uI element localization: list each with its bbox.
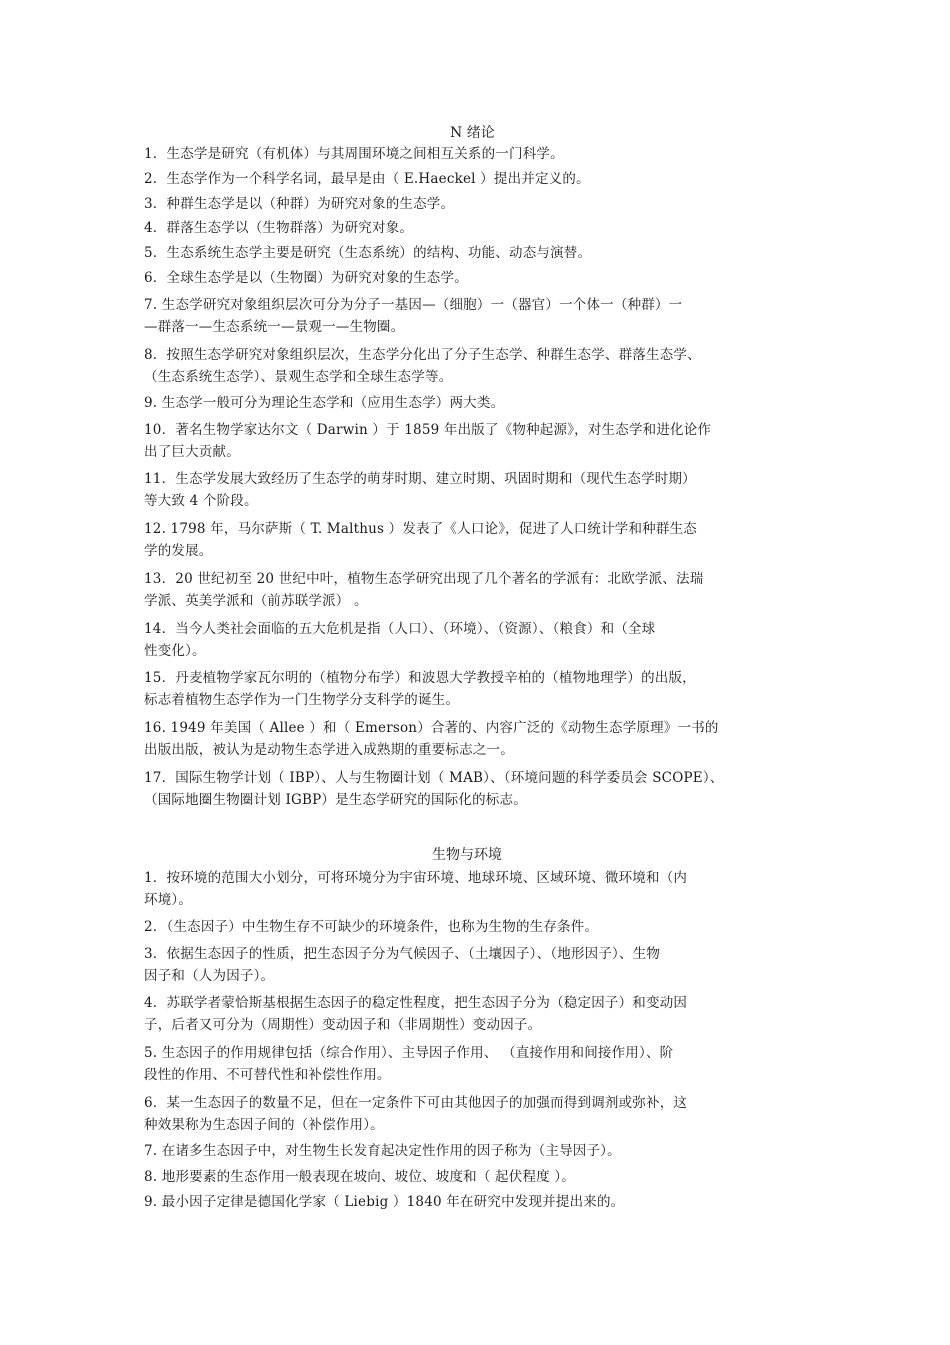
- text-line: 环境）。: [144, 892, 193, 908]
- text-line: 10．著名生物学家达尔文（ Darwin ）于 1859 年出版了《物种起源》，对生态学和进化论作: [144, 422, 712, 438]
- text-line: 13．20 世纪初至 20 世纪中叶，植物生态学研究出现了几个著名的学派有：北欧学派、法瑞: [144, 571, 704, 587]
- text-line: 等大致 4 个阶段。: [144, 493, 258, 509]
- text-line: （国际地圈生物圈计划 IGBP）是生态学研究的国际化的标志。: [144, 792, 527, 808]
- text-line: 2．生态学作为一个科学名词，最早是由（ E.Haeckel ）提出并定义的。: [144, 171, 590, 187]
- text-line: 8．按照生态学研究对象组织层次，生态学分化出了分子生态学、种群生态学、群落生态学、: [144, 347, 701, 363]
- text-line: 子，后者又可分为（周期性）变动因子和（非周期性）变动因子。: [144, 1017, 542, 1033]
- text-line: 1．生态学是研究（有机体）与其周围环境之间相互关系的一门科学。: [144, 146, 564, 162]
- text-line: 15．丹麦植物学家瓦尔明的（植物分布学）和波恩大学教授辛柏的（植物地理学）的出版，: [144, 670, 696, 686]
- text-line: 6．某一生态因子的数量不足，但在一定条件下可由其他因子的加强而得到调剂或弥补，这: [144, 1095, 688, 1111]
- text-line: 17．国际生物学计划（ IBP）、人与生物圈计划（ MAB）、（环境问题的科学委员会 SCOPE）、: [144, 770, 724, 786]
- text-line: 6．全球生态学是以（生物圈）为研究对象的生态学。: [144, 270, 468, 286]
- text-line: 4．群落生态学以（生物群落）为研究对象。: [144, 220, 414, 236]
- text-line: （生态系统生态学）、景观生态学和全球生态学等。: [144, 369, 453, 385]
- text-line: 因子和（人为因子）。: [144, 968, 275, 984]
- text-line: 16. 1949 年美国（ Allee ）和（ Emerson）合著的、内容广泛的《动物生态学原理》一书的: [144, 720, 719, 736]
- text-line: 5．生态系统生态学主要是研究（生态系统）的结构、功能、动态与演替。: [144, 245, 592, 261]
- section-title-intro: N 绪论: [450, 125, 495, 141]
- text-line: 1．按环境的范围大小划分，可将环境分为宇宙环境、地球环境、区域环境、微环境和（内: [144, 870, 688, 886]
- text-line: 3．依据生态因子的性质，把生态因子分为气候因子、（土壤因子）、（地形因子）、生物: [144, 946, 661, 962]
- text-line: 11．生态学发展大致经历了生态学的萌芽时期、建立时期、巩固时期和（现代生态学时期）: [144, 471, 696, 487]
- text-line: 9. 最小因子定律是德国化学家（ Liebig ）1840 年在研究中发现并提出来的。: [144, 1194, 625, 1210]
- text-line: 出了巨大贡献。: [144, 444, 240, 460]
- text-line: 5. 生态因子的作用规律包括（综合作用）、主导因子作用、 （直接作用和间接作用）、阶: [144, 1045, 674, 1061]
- text-line: 学派、英美学派和（前苏联学派） 。: [144, 593, 368, 609]
- text-line: 3．种群生态学是以（种群）为研究对象的生态学。: [144, 196, 455, 212]
- section-title-environment: 生物与环境: [432, 847, 502, 863]
- text-line: 4．苏联学者蒙恰斯基根据生态因子的稳定性程度，把生态因子分为（稳定因子）和变动因: [144, 995, 688, 1011]
- text-line: 种效果称为生态因子间的（补偿作用）。: [144, 1117, 384, 1133]
- text-line: 8. 地形要素的生态作用一般表现在坡向、坡位、坡度和（ 起伏程度 ）。: [144, 1169, 576, 1185]
- text-line: 7. 生态学研究对象组织层次可分为分子一基因—（细胞）一（器官）一个体一（种群）一: [144, 297, 683, 313]
- text-line: 12. 1798 年，马尔萨斯（ T. Malthus ）发表了《人口论》，促进了人口统计学和种群生态: [144, 521, 697, 537]
- text-line: —群落一—生态系统一—景观一—生物圈。: [144, 319, 405, 335]
- text-line: 出版出版，被认为是动物生态学进入成熟期的重要标志之一。: [144, 742, 514, 758]
- text-line: 14．当今人类社会面临的五大危机是指（人口）、（环境）、（资源）、（粮食）和（全球: [144, 621, 656, 637]
- text-line: 标志着植物生态学作为一门生物学分支科学的诞生。: [144, 692, 460, 708]
- text-line: 7. 在诸多生态因子中，对生物生长发育起决定性作用的因子称为（主导因子）。: [144, 1143, 621, 1159]
- text-line: 性变化）。: [144, 643, 206, 659]
- text-line: 学的发展。: [144, 543, 213, 559]
- text-line: 段性的作用、不可替代性和补偿性作用。: [144, 1067, 391, 1083]
- text-line: 9. 生态学一般可分为理论生态学和（应用生态学）两大类。: [144, 395, 505, 411]
- text-line: 2．（生态因子）中生物生存不可缺少的环境条件，也称为生物的生存条件。: [144, 919, 599, 935]
